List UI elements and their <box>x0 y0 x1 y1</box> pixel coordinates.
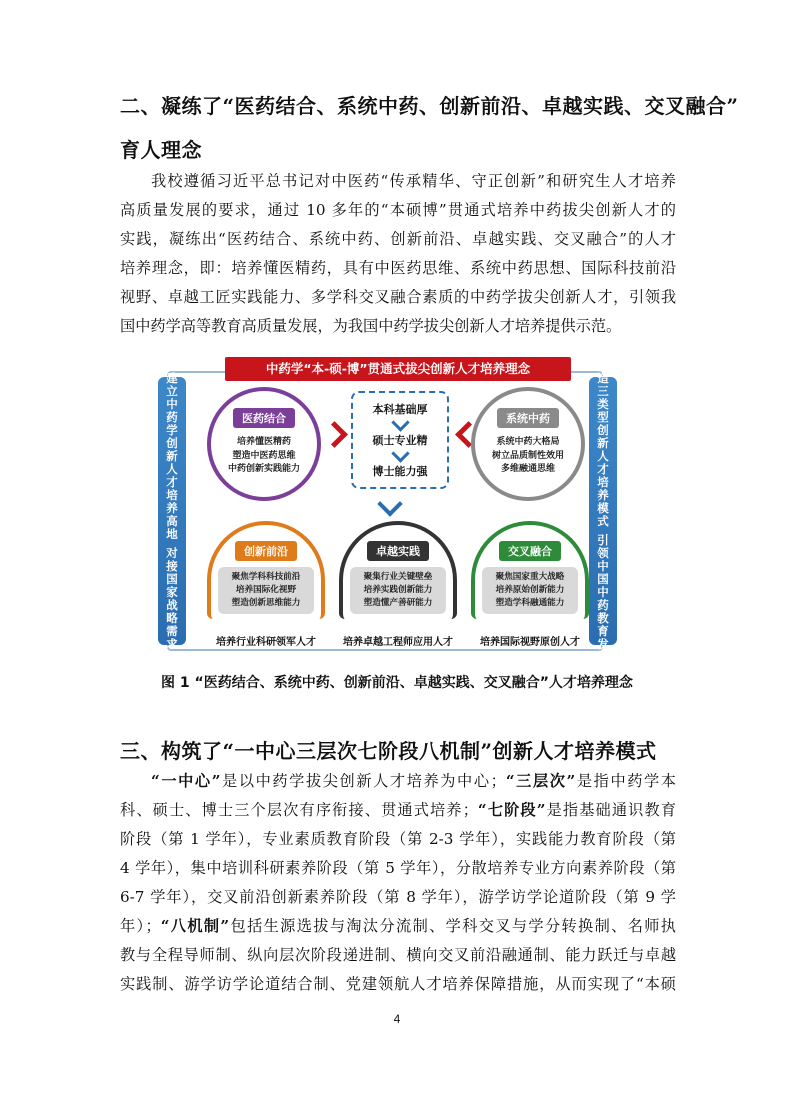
arch-title: 交叉融合 <box>499 541 561 561</box>
sidebar-char: 引 <box>597 532 609 547</box>
circle-line: 培养懂医精药 <box>236 437 291 447</box>
circle-title: 医药结合 <box>233 408 295 428</box>
arch-line: 塑造学科融通能力 <box>495 598 565 608</box>
sidebar-char: 造 <box>597 370 609 385</box>
arch-box <box>482 567 578 614</box>
bold-term: “一中心” <box>151 772 221 790</box>
page-number: 4 <box>393 1012 401 1026</box>
circle-lines <box>492 436 564 477</box>
circle-line: 塑造中医药思维 <box>232 450 296 461</box>
sidebar-char: 养 <box>166 500 178 515</box>
arch-line: 塑造懂产善研能力 <box>363 598 433 608</box>
sidebar-char: 战 <box>166 597 178 612</box>
text-run: 年）； <box>120 917 161 935</box>
arch-line: 塑造创新思维能力 <box>231 598 301 608</box>
sidebar-char: 地 <box>166 526 178 541</box>
text-run: 科、硕士、博士三个层次有序衔接、贯通式培养； <box>120 801 478 819</box>
paragraph-line: 视野、卓越工匠实践能力、多学科交叉融合素质的中药学拔尖创新人才，引领我 <box>120 288 676 306</box>
core-level: 硕士专业精 <box>372 434 428 447</box>
sidebar-char: 中 <box>166 396 178 411</box>
section2-heading-line2: 育人理念 <box>120 138 202 162</box>
arch-line: 培养实践创新能力 <box>363 585 433 595</box>
sidebar-char: 中 <box>597 584 609 599</box>
arch-subtitle: 培养行业科研领军人才 <box>216 637 316 648</box>
sidebar-char: 式 <box>597 513 609 528</box>
circle-line: 系统中药大格局 <box>496 437 560 447</box>
section3-heading: 三、构筑了“一中心三层次七阶段八机制”创新人才培养模式 <box>120 739 657 763</box>
text-run: 是指基础通识教育 <box>545 801 676 819</box>
sidebar-char: 国 <box>166 571 178 586</box>
arch-line: 培养原始创新能力 <box>495 585 565 595</box>
sidebar-char: 型 <box>597 409 609 424</box>
sidebar-char: 培 <box>166 487 178 502</box>
section2-heading-line1: 二、凝练了“医药结合、系统中药、创新前沿、卓越实践、交叉融合” <box>120 94 739 118</box>
text-run: 包括生源选拔与淘汰分流制、学科交叉与学分转换制、名师执 <box>229 917 676 935</box>
figure-caption: 图 1 “医药结合、系统中药、创新前沿、卓越实践、交叉融合”人才培养理念 <box>161 675 633 691</box>
sidebar-char: 才 <box>166 474 178 489</box>
sidebar-char: 养 <box>597 487 609 502</box>
paragraph-line: 高质量发展的要求，通过 10 多年的“本硕博”贯通式培养中药拔尖创新人才的 <box>120 201 676 219</box>
sidebar-char: 立 <box>166 383 178 398</box>
core-level: 本科基础厚 <box>372 403 428 416</box>
sidebar-char: 求 <box>166 636 178 651</box>
arch-line: 聚焦学科科技前沿 <box>231 572 301 582</box>
paragraph-line: 我校遵循习近平总书记对中医药“传承精华、守正创新”和研究生人才培养 <box>151 172 676 190</box>
sidebar-char: 创 <box>597 422 609 437</box>
core-levels-box <box>351 391 449 489</box>
text-run: 是指中药学本 <box>575 772 676 790</box>
figure-banner: 中药学“本-硕-博”贯通式拔尖创新人才培养理念 <box>225 357 571 381</box>
paragraph-line <box>120 796 676 825</box>
circle-line: 多维融通思维 <box>500 464 555 474</box>
sidebar-char: 育 <box>597 623 609 638</box>
circle-systems-tcm <box>471 387 585 501</box>
sidebar-char: 塑 <box>597 357 609 372</box>
sidebar-char: 教 <box>597 610 609 625</box>
arch-title: 卓越实践 <box>367 541 429 561</box>
sidebar-char: 人 <box>166 461 178 476</box>
paragraph-line: 实践制、游学访学论道结合制、党建领航人才培养保障措施，从而实现了“本硕 <box>120 975 676 993</box>
paragraph-line: 实践，凝练出“医药结合、系统中药、创新前沿、卓越实践、交叉融合”的人才 <box>120 230 676 248</box>
paragraph-line: 4 学年），集中培训科研素养阶段（第 5 学年），分散培养专业方向素养阶段（第 <box>120 859 676 877</box>
sidebar-char: 领 <box>597 545 609 560</box>
arch-line: 聚集行业关键壁垒 <box>363 572 433 582</box>
left-sidebar <box>158 370 186 651</box>
paragraph-line: 6-7 学年），交叉前沿创新素养阶段（第 8 学年），游学访学论道阶段（第 9 学 <box>120 888 676 906</box>
sidebar-char: 培 <box>597 474 609 489</box>
paragraph-line: 教与全程导师制、纵向层次阶段递进制、横向交叉前沿融通制、能力跃迁与卓越 <box>120 946 676 964</box>
bold-term: “七阶段” <box>477 801 546 819</box>
paragraph-line <box>120 912 676 941</box>
bold-term: “八机制” <box>160 917 230 935</box>
sidebar-char: 家 <box>166 584 178 599</box>
arch-line: 聚焦国家重大战略 <box>495 572 565 582</box>
circle-lines <box>228 436 300 477</box>
sidebar-char: 发 <box>597 636 609 651</box>
arch-subtitle: 培养国际视野原创人才 <box>480 637 580 648</box>
paragraph-line: 国中药学高等教育高质量发展，为我国中药学拔尖创新人才培养提供示范。 <box>120 317 622 335</box>
circle-title: 系统中药 <box>497 408 559 428</box>
arch-subtitle: 培养卓越工程师应用人才 <box>343 637 453 648</box>
paragraph-line <box>120 767 676 796</box>
sidebar-char: 中 <box>597 558 609 573</box>
circle-line: 中药创新实践能力 <box>227 464 300 474</box>
arch-title: 创新前沿 <box>235 541 297 561</box>
paragraph-line: 培养理念，即：培养懂医精药，具有中医药思维、系统中药思想、国际科技前沿 <box>120 259 676 277</box>
core-level: 博士能力强 <box>372 465 428 478</box>
sidebar-char: 三 <box>597 383 609 398</box>
text-run: 是以中药学拔尖创新人才培养为中心； <box>220 772 506 790</box>
arch-line: 培养国际化视野 <box>235 585 297 595</box>
right-sidebar <box>589 357 617 664</box>
sidebar-char: 类 <box>597 396 609 411</box>
circle-line: 树立品质制性效用 <box>491 450 564 461</box>
sidebar-char: 创 <box>166 435 178 450</box>
sidebar-char: 展 <box>597 649 609 664</box>
section3-paragraph <box>120 767 676 999</box>
sidebar-char: 才 <box>597 461 609 476</box>
sidebar-char: 药 <box>166 409 178 424</box>
arch-box <box>350 567 446 614</box>
sidebar-char: 略 <box>166 610 178 625</box>
sidebar-char: 国 <box>597 571 609 586</box>
sidebar-char: 新 <box>597 435 609 450</box>
circle-medicine-pharmacy <box>207 387 321 501</box>
sidebar-char: 学 <box>166 422 178 437</box>
sidebar-char: 建 <box>166 370 178 385</box>
sidebar-char: 新 <box>166 448 178 463</box>
sidebar-char: 人 <box>597 448 609 463</box>
concept-figure <box>153 355 641 664</box>
sidebar-char: 高 <box>166 513 178 528</box>
paragraph-line: 阶段（第 1 学年），专业素质教育阶段（第 2-3 学年），实践能力教育阶段（第 <box>120 830 676 848</box>
sidebar-char: 药 <box>597 597 609 612</box>
section2-paragraph <box>120 167 676 341</box>
arch-box <box>218 567 314 614</box>
sidebar-char: 模 <box>597 500 609 515</box>
sidebar-char: 需 <box>166 623 178 638</box>
sidebar-char: 接 <box>166 558 178 573</box>
sidebar-char: 对 <box>166 545 178 560</box>
bold-term: “三层次” <box>505 772 576 790</box>
